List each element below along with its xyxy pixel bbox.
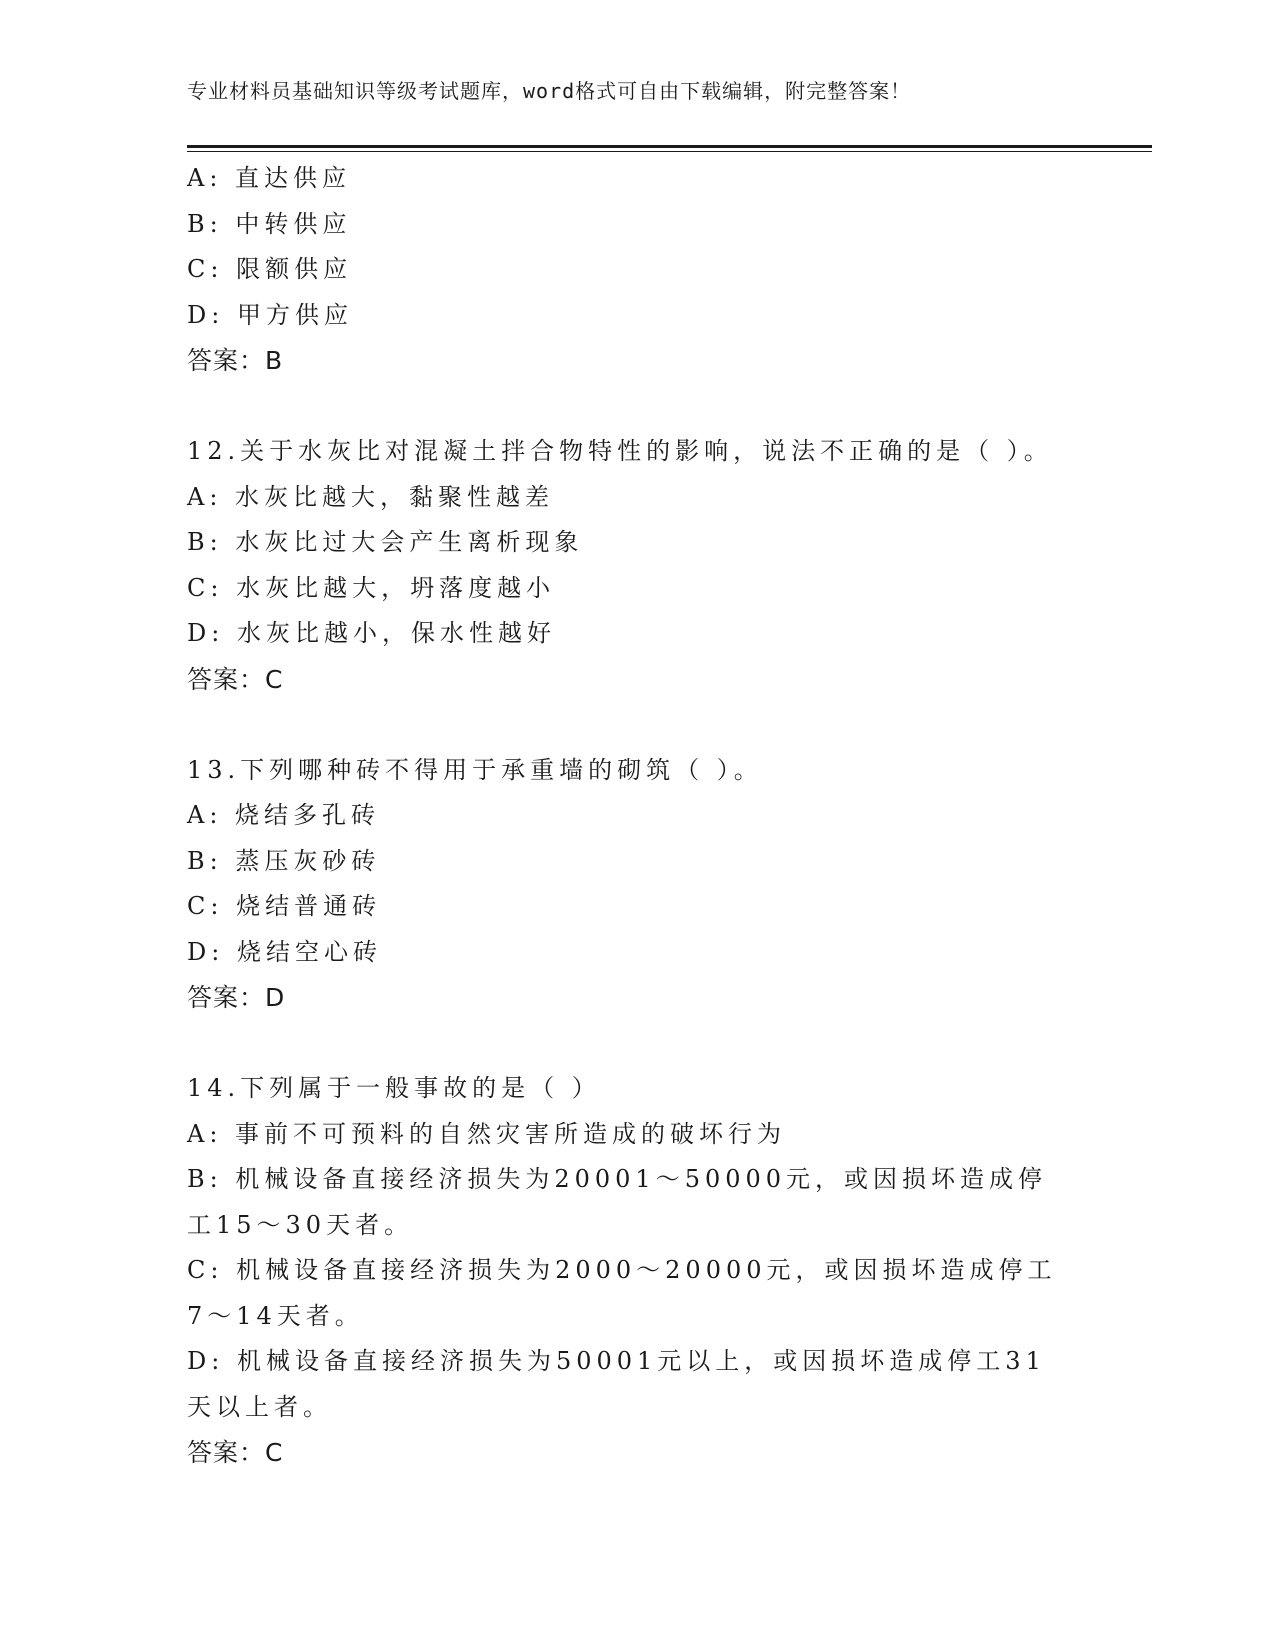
- page-header: 专业材料员基础知识等级考试题库，word格式可自由下载编辑，附完整答案！: [187, 79, 912, 103]
- question-text: 12.关于水灰比对混凝土拌合物特性的影响，说法不正确的是（ ）。: [187, 437, 1053, 465]
- option-d: D: 水灰比越小，保水性越好: [187, 619, 556, 647]
- option-b: B: 中转供应: [187, 209, 352, 238]
- option-a: A: 直达供应: [187, 164, 352, 192]
- option-d: D: 甲方供应: [187, 300, 353, 329]
- question-14-block: [187, 1066, 1087, 1476]
- option-c: C: 限额供应: [187, 255, 353, 283]
- option-d: D: 烧结空心砖: [187, 937, 382, 966]
- answer-line: 答案：D: [187, 983, 286, 1012]
- question-text: 14.下列属于一般事故的是（ ）: [187, 1074, 601, 1102]
- option-b: B: 机械设备直接经济损失为20001～50000元，或因损坏造成停工15～30天者。: [187, 1165, 1048, 1239]
- spacer: [187, 384, 1087, 430]
- question-13-block: [187, 748, 1087, 1021]
- option-c: C: 水灰比越大，坍落度越小: [187, 573, 556, 602]
- spacer: [187, 702, 1087, 748]
- option-b: B: 蒸压灰砂砖: [187, 846, 381, 875]
- header-rule-thin: [187, 151, 1152, 152]
- question-12-block: [187, 429, 1087, 702]
- spacer: [187, 1021, 1087, 1067]
- answer-line: 答案：B: [187, 346, 284, 375]
- option-c: C: 机械设备直接经济损失为2000～20000元，或因损坏造成停工7～14天者。: [187, 1256, 1057, 1330]
- option-a: A: 烧结多孔砖: [187, 801, 381, 829]
- option-c: C: 烧结普通砖: [187, 892, 382, 920]
- question-list: [187, 156, 1087, 1476]
- question-11-block: [187, 156, 1087, 384]
- option-a: A: 事前不可预料的自然灾害所造成的破坏行为: [187, 1119, 787, 1148]
- answer-line: 答案：C: [187, 664, 284, 694]
- option-d: D: 机械设备直接经济损失为50001元以上，或因损坏造成停工31天以上者。: [187, 1347, 1046, 1421]
- question-text: 13.下列哪种砖不得用于承重墙的砌筑（ ）。: [187, 755, 763, 784]
- answer-line: 答案：C: [187, 1438, 284, 1467]
- header-rule-thick: [187, 145, 1152, 148]
- option-a: A: 水灰比越大，黏聚性越差: [187, 482, 555, 511]
- option-b: B: 水灰比过大会产生离析现象: [187, 528, 584, 556]
